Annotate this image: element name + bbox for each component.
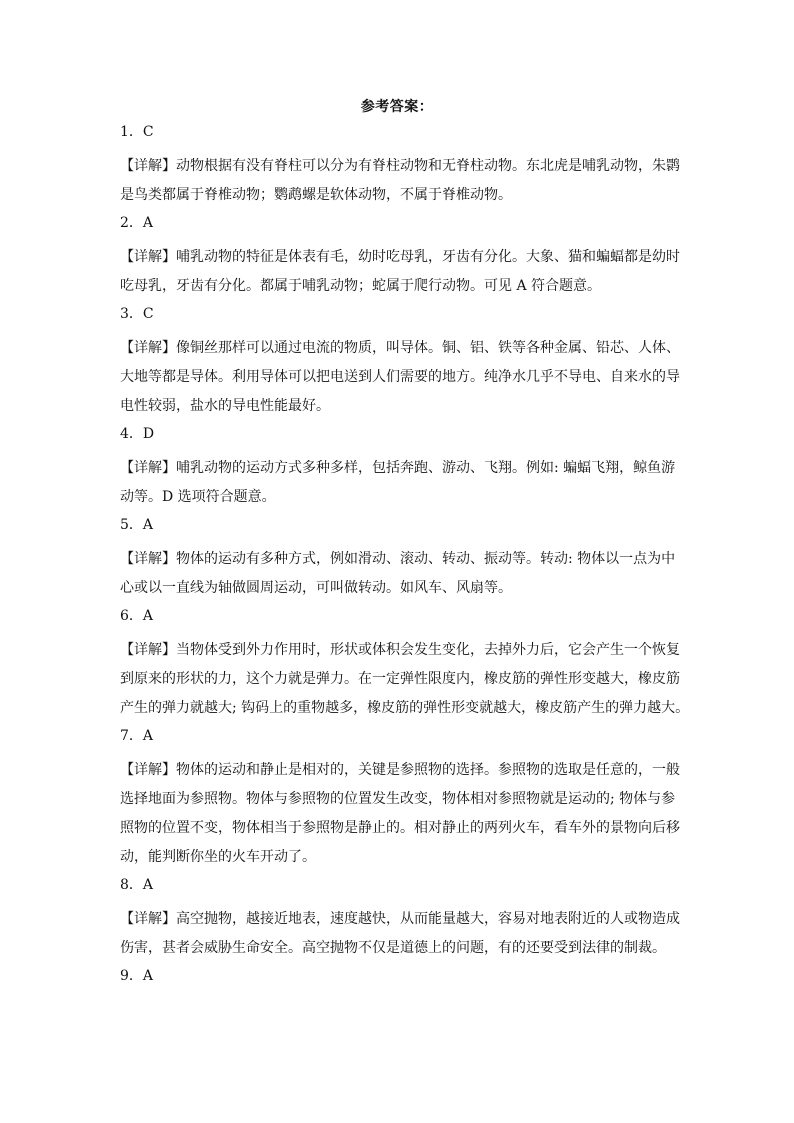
answer-explanation — [120, 905, 680, 963]
explanation-line — [120, 665, 680, 694]
answer-number: 9．A — [120, 968, 154, 984]
explanation-tag: 【详解】 — [120, 460, 176, 476]
explanation-tag: 【详解】 — [120, 158, 176, 174]
answer-number: 6．A — [120, 608, 154, 624]
explanation-text: 是鸟类都属于脊椎动物；鹦鹉螺是软体动物，不属于脊椎动物。 — [120, 187, 512, 203]
explanation-text: 当物体受到外力作用时，形状或体积会发生变化，去掉外力后，它会产生一个恢复 — [176, 642, 680, 658]
explanation-tag: 【详解】 — [120, 551, 176, 567]
explanation-line — [120, 454, 680, 483]
explanation-line — [120, 905, 680, 934]
page-title: 参考答案： — [360, 99, 434, 115]
explanation-line — [120, 574, 680, 603]
answer-number: 2．A — [120, 215, 154, 231]
answer-explanation — [120, 545, 680, 603]
explanation-text: 动物根据有没有脊柱可以分为有脊柱动物和无脊柱动物。东北虎是哺乳动物，朱鹮 — [176, 158, 680, 174]
explanation-text: 哺乳动物的特征是体表有毛，幼时吃母乳，牙齿有分化。大象、猫和蝙蝠都是幼时 — [176, 249, 680, 265]
answer-number: 8．A — [120, 877, 154, 893]
explanation-tag: 【详解】 — [120, 642, 176, 658]
answer-number: 1．C — [120, 124, 154, 140]
answer-number: 3．C — [120, 306, 154, 322]
explanation-text: 伤害，甚者会威胁生命安全。高空抛物不仅是道德上的问题，有的还要受到法律的制裁。 — [120, 940, 666, 956]
explanation-text: 动，能判断你坐的火车开动了。 — [120, 849, 316, 865]
explanation-line — [120, 843, 680, 872]
explanation-line — [120, 694, 690, 723]
explanation-line — [120, 934, 680, 963]
explanation-text: 高空抛物，越接近地表，速度越快，从而能量越大，容易对地表附近的人或物造成 — [176, 911, 680, 927]
explanation-text: 产生的弹力就越大; 钩码上的重物越多，橡皮筋的弹性形变就越大，橡皮筋产生的弹力越大。 — [120, 700, 690, 716]
explanation-line — [120, 483, 680, 512]
explanation-line — [120, 334, 680, 363]
explanation-line — [120, 392, 680, 421]
explanation-text: 像铜丝那样可以通过电流的物质，叫导体。铜、铝、铁等各种金属、铅芯、人体、 — [176, 340, 680, 356]
explanation-text: 心或以一直线为轴做圆周运动，可叫做转动。如风车、风扇等。 — [120, 580, 512, 596]
answer-number: 7．A — [120, 728, 154, 744]
explanation-line — [120, 756, 680, 785]
answer-list — [120, 122, 690, 996]
explanation-text: 电性较弱，盐水的导电性能最好。 — [120, 398, 330, 414]
explanation-line — [120, 243, 680, 272]
explanation-tag: 【详解】 — [120, 249, 176, 265]
answer-explanation — [120, 152, 680, 210]
explanation-line — [120, 545, 680, 574]
explanation-tag: 【详解】 — [120, 340, 176, 356]
answer-explanation — [120, 243, 680, 301]
explanation-text: 照物的位置不变，物体相当于参照物是静止的。相对静止的两列火车，看车外的景物向后移 — [120, 820, 680, 836]
explanation-text: 物体的运动有多种方式，例如滑动、滚动、转动、振动等。转动: 物体以一点为中 — [176, 551, 676, 567]
explanation-line — [120, 636, 680, 665]
explanation-text: 大地等都是导体。利用导体可以把电送到人们需要的地方。纯净水几乎不导电、自来水的导 — [120, 369, 680, 385]
answer-explanation — [120, 636, 690, 723]
explanation-line — [120, 814, 680, 843]
explanation-line — [120, 785, 680, 814]
explanation-line — [120, 363, 680, 392]
explanation-line — [120, 272, 680, 301]
answer-number: 5．A — [120, 517, 154, 533]
explanation-tag: 【详解】 — [120, 911, 176, 927]
explanation-text: 哺乳动物的运动方式多种多样，包括奔跑、游动、飞翔。例如: 蝙蝠飞翔，鲸鱼游 — [176, 460, 676, 476]
answer-explanation — [120, 756, 680, 872]
explanation-text: 吃母乳，牙齿有分化。都属于哺乳动物；蛇属于爬行动物。可见 A 符合题意。 — [120, 278, 602, 294]
answer-number: 4．D — [120, 426, 155, 442]
answer-explanation — [120, 454, 680, 512]
answer-explanation — [120, 334, 680, 421]
explanation-line — [120, 181, 680, 210]
explanation-text: 选择地面为参照物。物体与参照物的位置发生改变，物体相对参照物就是运动的; 物体与参 — [120, 791, 676, 807]
explanation-text: 到原来的形状的力，这个力就是弹力。在一定弹性限度内，橡皮筋的弹性形变越大，橡皮筋 — [120, 671, 680, 687]
explanation-text: 动等。D 选项符合题意。 — [120, 489, 276, 505]
explanation-text: 物体的运动和静止是相对的，关键是参照物的选择。参照物的选取是任意的，一般 — [176, 762, 680, 778]
explanation-line — [120, 152, 680, 181]
explanation-tag: 【详解】 — [120, 762, 176, 778]
